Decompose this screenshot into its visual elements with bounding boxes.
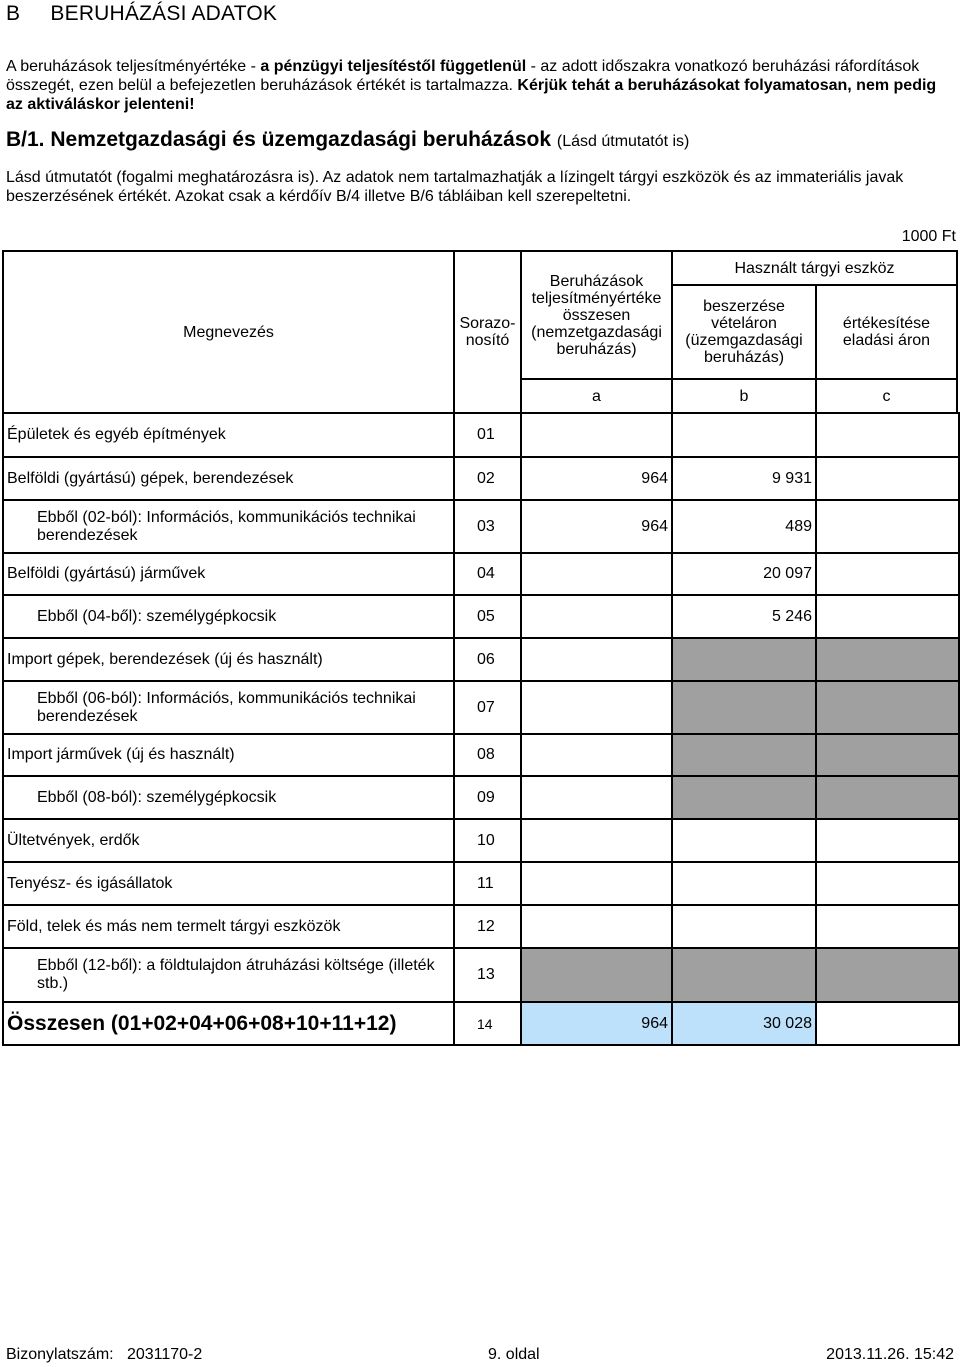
row-code: 12 [454,905,521,948]
table-row [3,776,959,819]
row-code: 08 [454,734,521,776]
header-code: Sorazo- nosító [459,315,516,349]
table-row [3,948,959,1002]
table-row [3,819,959,862]
table-row [3,734,959,776]
cell-c[interactable] [816,500,959,553]
row-code: 07 [454,681,521,734]
cell-b-disabled [672,948,816,1002]
cell-a-disabled [521,948,672,1002]
cell-c-disabled [816,638,959,681]
subsection-heading: B/1. Nemzetgazdasági és üzemgazdasági beruházások (Lásd útmutatót is) [6,128,690,151]
cell-c-disabled [816,681,959,734]
cell-c[interactable] [816,413,959,457]
cell-a[interactable] [521,776,672,819]
cell-a[interactable] [521,734,672,776]
row-name: Épületek és egyéb építmények [3,413,454,457]
cell-c[interactable] [816,595,959,638]
cell-b-disabled [672,638,816,681]
footer-document-id: Bizonylatszám: 2031170-2 [6,1346,203,1363]
cell-b-disabled [672,681,816,734]
cell-c-disabled [816,734,959,776]
row-name: Ebből (02-ból): Információs, kommunikációs technikai berendezések [3,500,454,553]
cell-c[interactable] [816,553,959,595]
section-letter: B [6,2,21,25]
table-row [3,500,959,553]
row-name: Import gépek, berendezések (új és használt) [3,638,454,681]
row-name: Import járművek (új és használt) [3,734,454,776]
table-row [3,457,959,500]
intro-paragraph: A beruházások teljesítményértéke - a pénzügyi teljesítéstől függetlenül - az adott időszakra vonatkozó beruházási ráfordítások összegét, ezen belül a befejezetlen beruházások értékét is tartalmazza. Kérjük tehát a beruházásokat folyamatosan, nem pedig az aktiváláskor jelenteni! [6,58,937,113]
header-used-group: Használt tárgyi eszköz [734,259,895,277]
cell-b[interactable] [672,905,816,948]
cell-c-disabled [816,776,959,819]
row-name: Ebből (04-ből): személygépkocsik [3,595,454,638]
total-code: 14 [454,1002,521,1045]
cell-b[interactable]: 20 097 [672,553,816,595]
cell-b[interactable] [672,413,816,457]
cell-c[interactable] [816,862,959,905]
row-code: 03 [454,500,521,553]
section-title: BERUHÁZÁSI ADATOK [50,2,278,25]
row-code: 06 [454,638,521,681]
cell-c[interactable] [816,905,959,948]
header-letter-c: c [882,387,891,405]
cell-a[interactable]: 964 [521,500,672,553]
total-b: 30 028 [672,1002,816,1045]
row-name: Tenyész- és igásállatok [3,862,454,905]
cell-c-disabled [816,948,959,1002]
cell-b-disabled [672,776,816,819]
footer-timestamp: 2013.11.26. 15:42 [826,1346,954,1363]
cell-b[interactable]: 489 [672,500,816,553]
header-col-a: Beruházások teljesítményértéke összesen (nemzetgazdasági beruházás) [531,272,662,358]
cell-c[interactable] [816,457,959,500]
cell-a[interactable] [521,638,672,681]
header-name: Megnevezés [183,323,274,341]
investment-table [2,412,960,1046]
table-row [3,638,959,681]
row-code: 02 [454,457,521,500]
table-row [3,595,959,638]
row-code: 05 [454,595,521,638]
row-name: Belföldi (gyártású) gépek, berendezések [3,457,454,500]
cell-a[interactable] [521,862,672,905]
row-name: Ebből (08-ból): személygépkocsik [3,776,454,819]
row-name: Belföldi (gyártású) járművek [3,553,454,595]
cell-b[interactable]: 5 246 [672,595,816,638]
table-row [3,862,959,905]
total-c [816,1002,959,1045]
cell-b-disabled [672,734,816,776]
row-code: 11 [454,862,521,905]
cell-b[interactable]: 9 931 [672,457,816,500]
table-row [3,553,959,595]
cell-a[interactable] [521,413,672,457]
cell-a[interactable] [521,819,672,862]
row-code: 04 [454,553,521,595]
row-name: Föld, telek és más nem termelt tárgyi eszközök [3,905,454,948]
description-text: Lásd útmutatót (fogalmi meghatározásra is). Az adatok nem tartalmazhatják a lízingelt tárgyi eszközök és az immateriális javak beszerzésének értékét. Azokat csak a kérdőív B/4 illetve B/6 tábláiban kell szerepeltetni. [6,169,904,205]
header-col-b: beszerzése vételáron (üzemgazdasági beruházás) [685,298,803,366]
section-heading [6,2,277,26]
cell-a[interactable] [521,553,672,595]
header-letter-b: b [739,387,749,405]
row-name: Ültetvények, erdők [3,819,454,862]
cell-a[interactable] [521,681,672,734]
table-row [3,413,959,457]
footer-page: 9. oldal [488,1346,540,1363]
table-row [3,905,959,948]
header-col-c: értékesítése eladási áron [842,315,931,349]
cell-b[interactable] [672,862,816,905]
cell-c[interactable] [816,819,959,862]
row-code: 13 [454,948,521,1002]
table-row [3,681,959,734]
row-name: Ebből (12-ből): a földtulajdon átruházási költsége (illeték stb.) [3,948,454,1002]
header-letter-a: a [592,387,601,405]
cell-a[interactable]: 964 [521,457,672,500]
row-code: 10 [454,819,521,862]
unit-label: 1000 Ft [901,228,956,245]
row-code: 09 [454,776,521,819]
total-name: Összesen (01+02+04+06+08+10+11+12) [3,1002,454,1045]
cell-a[interactable] [521,905,672,948]
row-name: Ebből (06-ból): Információs, kommunikációs technikai berendezések [3,681,454,734]
cell-b[interactable] [672,819,816,862]
cell-a[interactable] [521,595,672,638]
row-code: 01 [454,413,521,457]
table-header [2,250,958,412]
total-row [3,1002,959,1045]
total-a: 964 [521,1002,672,1045]
